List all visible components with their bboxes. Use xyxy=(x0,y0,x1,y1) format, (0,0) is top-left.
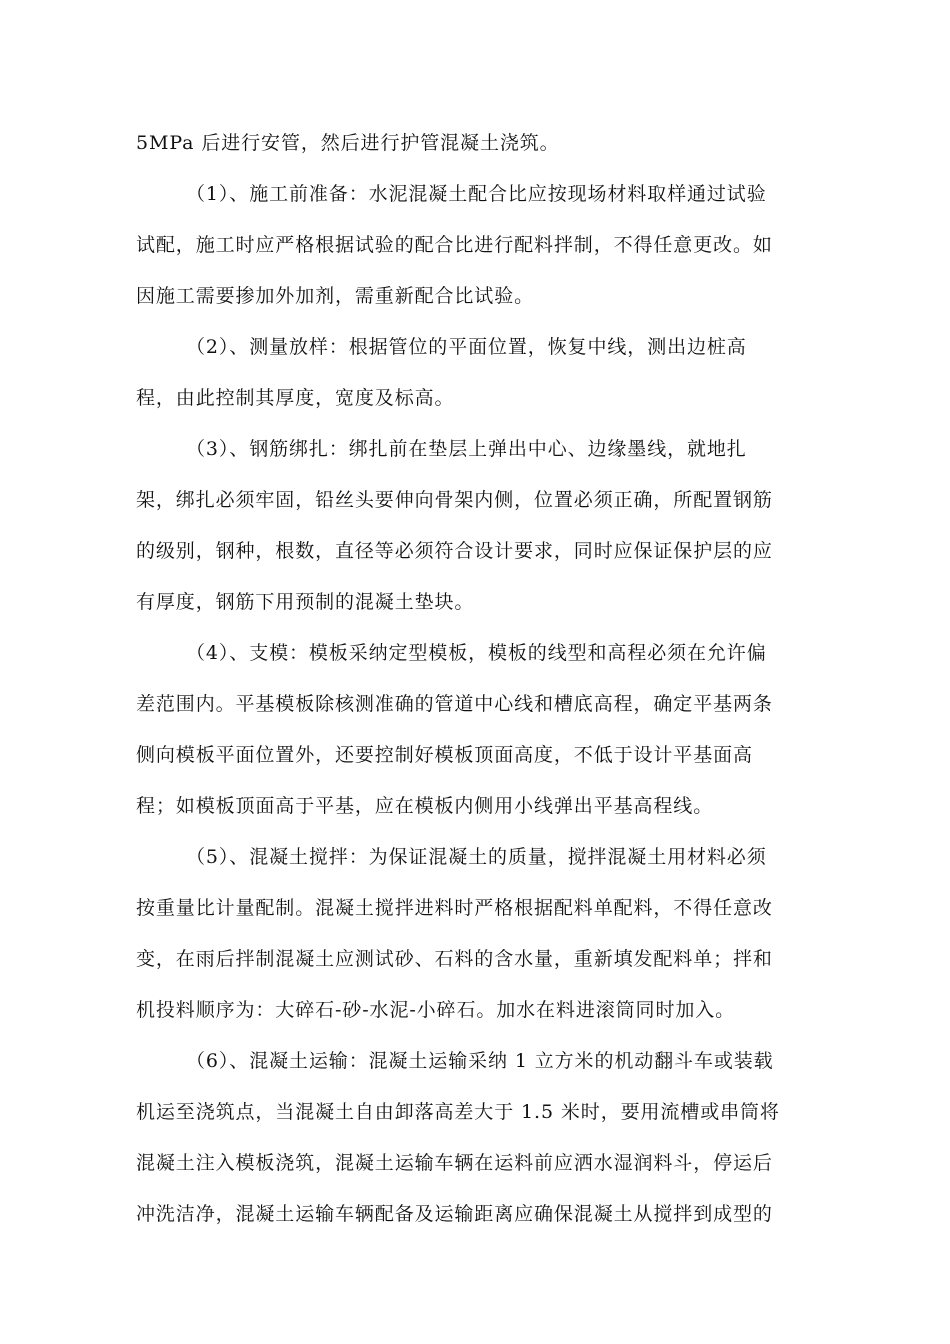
paragraph-line: 差范围内。平基模板除核测准确的管道中心线和槽底高程，确定平基两条 xyxy=(136,693,773,715)
paragraph-line: 因施工需要掺加外加剂，需重新配合比试验。 xyxy=(136,285,535,307)
paragraph-line: 架，绑扎必须牢固，铅丝头要伸向骨架内侧，位置必须正确，所配置钢筋 xyxy=(136,489,773,511)
paragraph-line: 变，在雨后拌制混凝土应测试砂、石料的含水量，重新填发配料单；拌和 xyxy=(136,948,773,970)
paragraph-line: （5）、混凝土搅拌：为保证混凝土的质量，搅拌混凝土用材料必须 xyxy=(186,846,767,868)
paragraph-line: （1）、施工前准备：水泥混凝土配合比应按现场材料取样通过试验 xyxy=(186,183,767,205)
paragraph-line: 5MPa 后进行安管，然后进行护管混凝土浇筑。 xyxy=(136,132,560,154)
paragraph-line: 混凝土注入模板浇筑，混凝土运输车辆在运料前应洒水湿润料斗，停运后 xyxy=(136,1152,773,1174)
document-body xyxy=(136,118,826,1240)
paragraph-line: 机运至浇筑点，当混凝土自由卸落高差大于 1.5 米时，要用流槽或串筒将 xyxy=(136,1101,780,1123)
paragraph-line: 侧向模板平面位置外，还要控制好模板顶面高度，不低于设计平基面高 xyxy=(136,744,753,766)
paragraph-line: （2）、测量放样：根据管位的平面位置，恢复中线，测出边桩高 xyxy=(186,336,747,358)
paragraph-line: 机投料顺序为：大碎石-砂-水泥-小碎石。加水在料进滚筒同时加入。 xyxy=(136,999,736,1021)
paragraph-line: 冲洗洁净，混凝土运输车辆配备及运输距离应确保混凝土从搅拌到成型的 xyxy=(136,1203,773,1225)
paragraph-line: （6）、混凝土运输：混凝土运输采纳 1 立方米的机动翻斗车或装载 xyxy=(186,1050,774,1072)
paragraph-line: 有厚度，钢筋下用预制的混凝土垫块。 xyxy=(136,591,475,613)
paragraph-line: 程，由此控制其厚度，宽度及标高。 xyxy=(136,387,455,409)
paragraph-line: （3）、钢筋绑扎：绑扎前在垫层上弹出中心、边缘墨线，就地扎 xyxy=(186,438,747,460)
paragraph-line: 的级别，钢种，根数，直径等必须符合设计要求，同时应保证保护层的应 xyxy=(136,540,773,562)
paragraph-line: （4）、支模：模板采纳定型模板，模板的线型和高程必须在允许偏 xyxy=(186,642,767,664)
paragraph-line: 按重量比计量配制。混凝土搅拌进料时严格根据配料单配料，不得任意改 xyxy=(136,897,773,919)
paragraph-line: 试配，施工时应严格根据试验的配合比进行配料拌制，不得任意更改。如 xyxy=(136,234,773,256)
paragraph-line: 程；如模板顶面高于平基，应在模板内侧用小线弹出平基高程线。 xyxy=(136,795,714,817)
